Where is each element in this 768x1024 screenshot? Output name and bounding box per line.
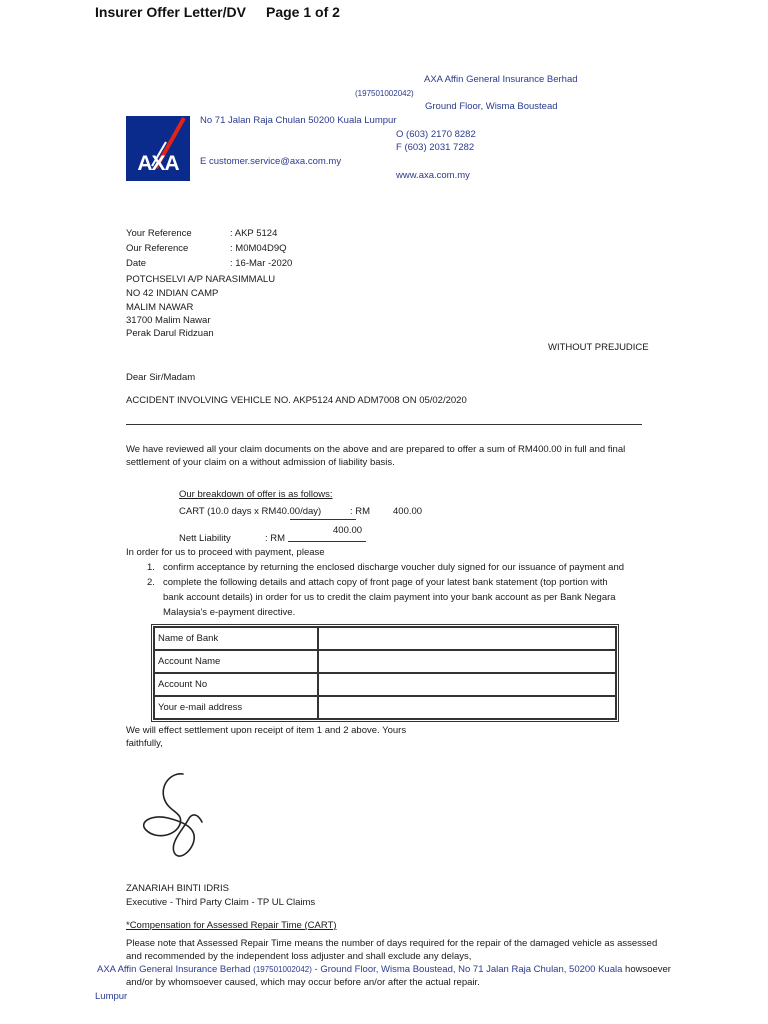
nett-liability-label: Nett Liability xyxy=(179,533,231,544)
bank-name-field[interactable] xyxy=(318,627,616,650)
email-address-label: Your e-mail address xyxy=(154,696,318,719)
date-value: : 16-Mar -2020 xyxy=(230,258,293,269)
cart-label: CART (10.0 days x RM40.00/day) xyxy=(179,506,322,517)
account-no-field[interactable] xyxy=(318,673,616,696)
company-fax: F (603) 2031 7282 xyxy=(396,142,475,153)
table-row xyxy=(154,673,616,696)
bank-name-label: Name of Bank xyxy=(154,627,318,650)
without-prejudice: WITHOUT PREJUDICE xyxy=(548,342,649,353)
our-reference-label: Our Reference xyxy=(126,243,189,254)
cart-note-heading: *Compensation for Assessed Repair Time (CART) xyxy=(126,920,337,931)
company-address-line2: No 71 Jalan Raja Chulan 50200 Kuala Lumpur xyxy=(200,115,397,126)
cart-amount: 400.00 xyxy=(393,506,423,517)
intro-line2: settlement of your claim on a without admission of liability basis. xyxy=(126,457,395,468)
cart-note-line2: and recommended by the independent loss adjuster and shall exclude any delays, xyxy=(126,951,472,962)
closing-line1: We will effect settlement upon receipt of item 1 and 2 above. Yours xyxy=(126,725,407,736)
document-title: Insurer Offer Letter/DV xyxy=(95,4,246,20)
company-email: E customer.service@axa.com.my xyxy=(200,156,342,167)
table-row xyxy=(154,627,616,650)
closing-line2: faithfully, xyxy=(126,738,163,749)
recipient-address-line2: MALIM NAWAR xyxy=(126,302,194,313)
company-reg-no: (197501002042) xyxy=(355,89,414,98)
footer-line xyxy=(97,964,671,975)
footer-company: AXA Affin General Insurance Berhad xyxy=(97,964,251,975)
date-label: Date xyxy=(126,258,147,269)
your-reference-label: Your Reference xyxy=(126,228,192,239)
account-name-field[interactable] xyxy=(318,650,616,673)
footer-address-cont: Lumpur xyxy=(95,991,128,1002)
our-reference-value: : M0M04D9Q xyxy=(230,243,287,254)
account-name-label: Account Name xyxy=(154,650,318,673)
signature-image xyxy=(128,762,228,872)
payment-item1-number: 1. xyxy=(147,562,155,573)
footer-address: - Ground Floor, Wisma Boustead, No 71 Jalan Raja Chulan, 50200 Kuala xyxy=(314,964,623,975)
company-name: AXA Affin General Insurance Berhad xyxy=(424,74,578,85)
recipient-address-line1: NO 42 INDIAN CAMP xyxy=(126,288,219,299)
breakdown-heading: Our breakdown of offer is as follows: xyxy=(179,489,333,500)
nett-currency: : RM xyxy=(265,533,286,544)
table-row xyxy=(154,650,616,673)
email-address-field[interactable] xyxy=(318,696,616,719)
bank-details-table xyxy=(153,626,617,720)
signatory-name: ZANARIAH BINTI IDRIS xyxy=(126,883,229,894)
recipient-address-line3: 31700 Malim Nawar xyxy=(126,315,211,326)
company-address-line1: Ground Floor, Wisma Boustead xyxy=(425,101,558,112)
nett-underline xyxy=(288,541,366,542)
cart-currency: : RM xyxy=(350,506,371,517)
page-number: Page 1 of 2 xyxy=(266,4,340,20)
nett-amount: 400.00 xyxy=(333,525,363,536)
payment-item1-text: confirm acceptance by returning the enclosed discharge voucher duly signed for our issuance of payment and xyxy=(163,562,625,573)
payment-item2-line1: complete the following details and attach copy of front page of your latest bank statement (top portion with xyxy=(163,577,608,588)
your-reference-value: : AKP 5124 xyxy=(230,228,278,239)
logo-wordmark: AXA xyxy=(137,152,179,175)
subject-divider xyxy=(126,424,642,425)
company-website: www.axa.com.my xyxy=(396,170,470,181)
account-no-label: Account No xyxy=(154,673,318,696)
footer-reg-no: (197501002042) xyxy=(253,965,312,974)
company-phone: O (603) 2170 8282 xyxy=(396,129,476,140)
salutation: Dear Sir/Madam xyxy=(126,372,196,383)
cart-note-line1: Please note that Assessed Repair Time means the number of days required for the repair of the damaged vehicle as assessed xyxy=(126,938,658,949)
axa-logo xyxy=(126,116,190,181)
payment-item2-line2: bank account details) in order for us to credit the claim payment into your bank account as per Bank Negara xyxy=(163,592,616,603)
payment-item2-line3: Malaysia's e-payment directive. xyxy=(163,607,296,618)
cart-underline xyxy=(290,519,356,520)
recipient-name: POTCHSELVI A/P NARASIMMALU xyxy=(126,274,276,285)
cart-note-line4: and/or by whomsoever caused, which may occur before an/or after the actual repair. xyxy=(126,977,480,988)
table-row xyxy=(154,696,616,719)
recipient-address-line4: Perak Darul Ridzuan xyxy=(126,328,214,339)
signatory-title: Executive - Third Party Claim - TP UL Claims xyxy=(126,897,316,908)
subject-line: ACCIDENT INVOLVING VEHICLE NO. AKP5124 AND ADM7008 ON 05/02/2020 xyxy=(126,395,467,406)
cart-note-line3-tail: howsoever xyxy=(625,964,671,975)
payment-intro: In order for us to proceed with payment, please xyxy=(126,547,325,558)
payment-item2-number: 2. xyxy=(147,577,155,588)
intro-line1: We have reviewed all your claim documents on the above and are prepared to offer a sum of RM400.00 in full and final xyxy=(126,444,626,455)
